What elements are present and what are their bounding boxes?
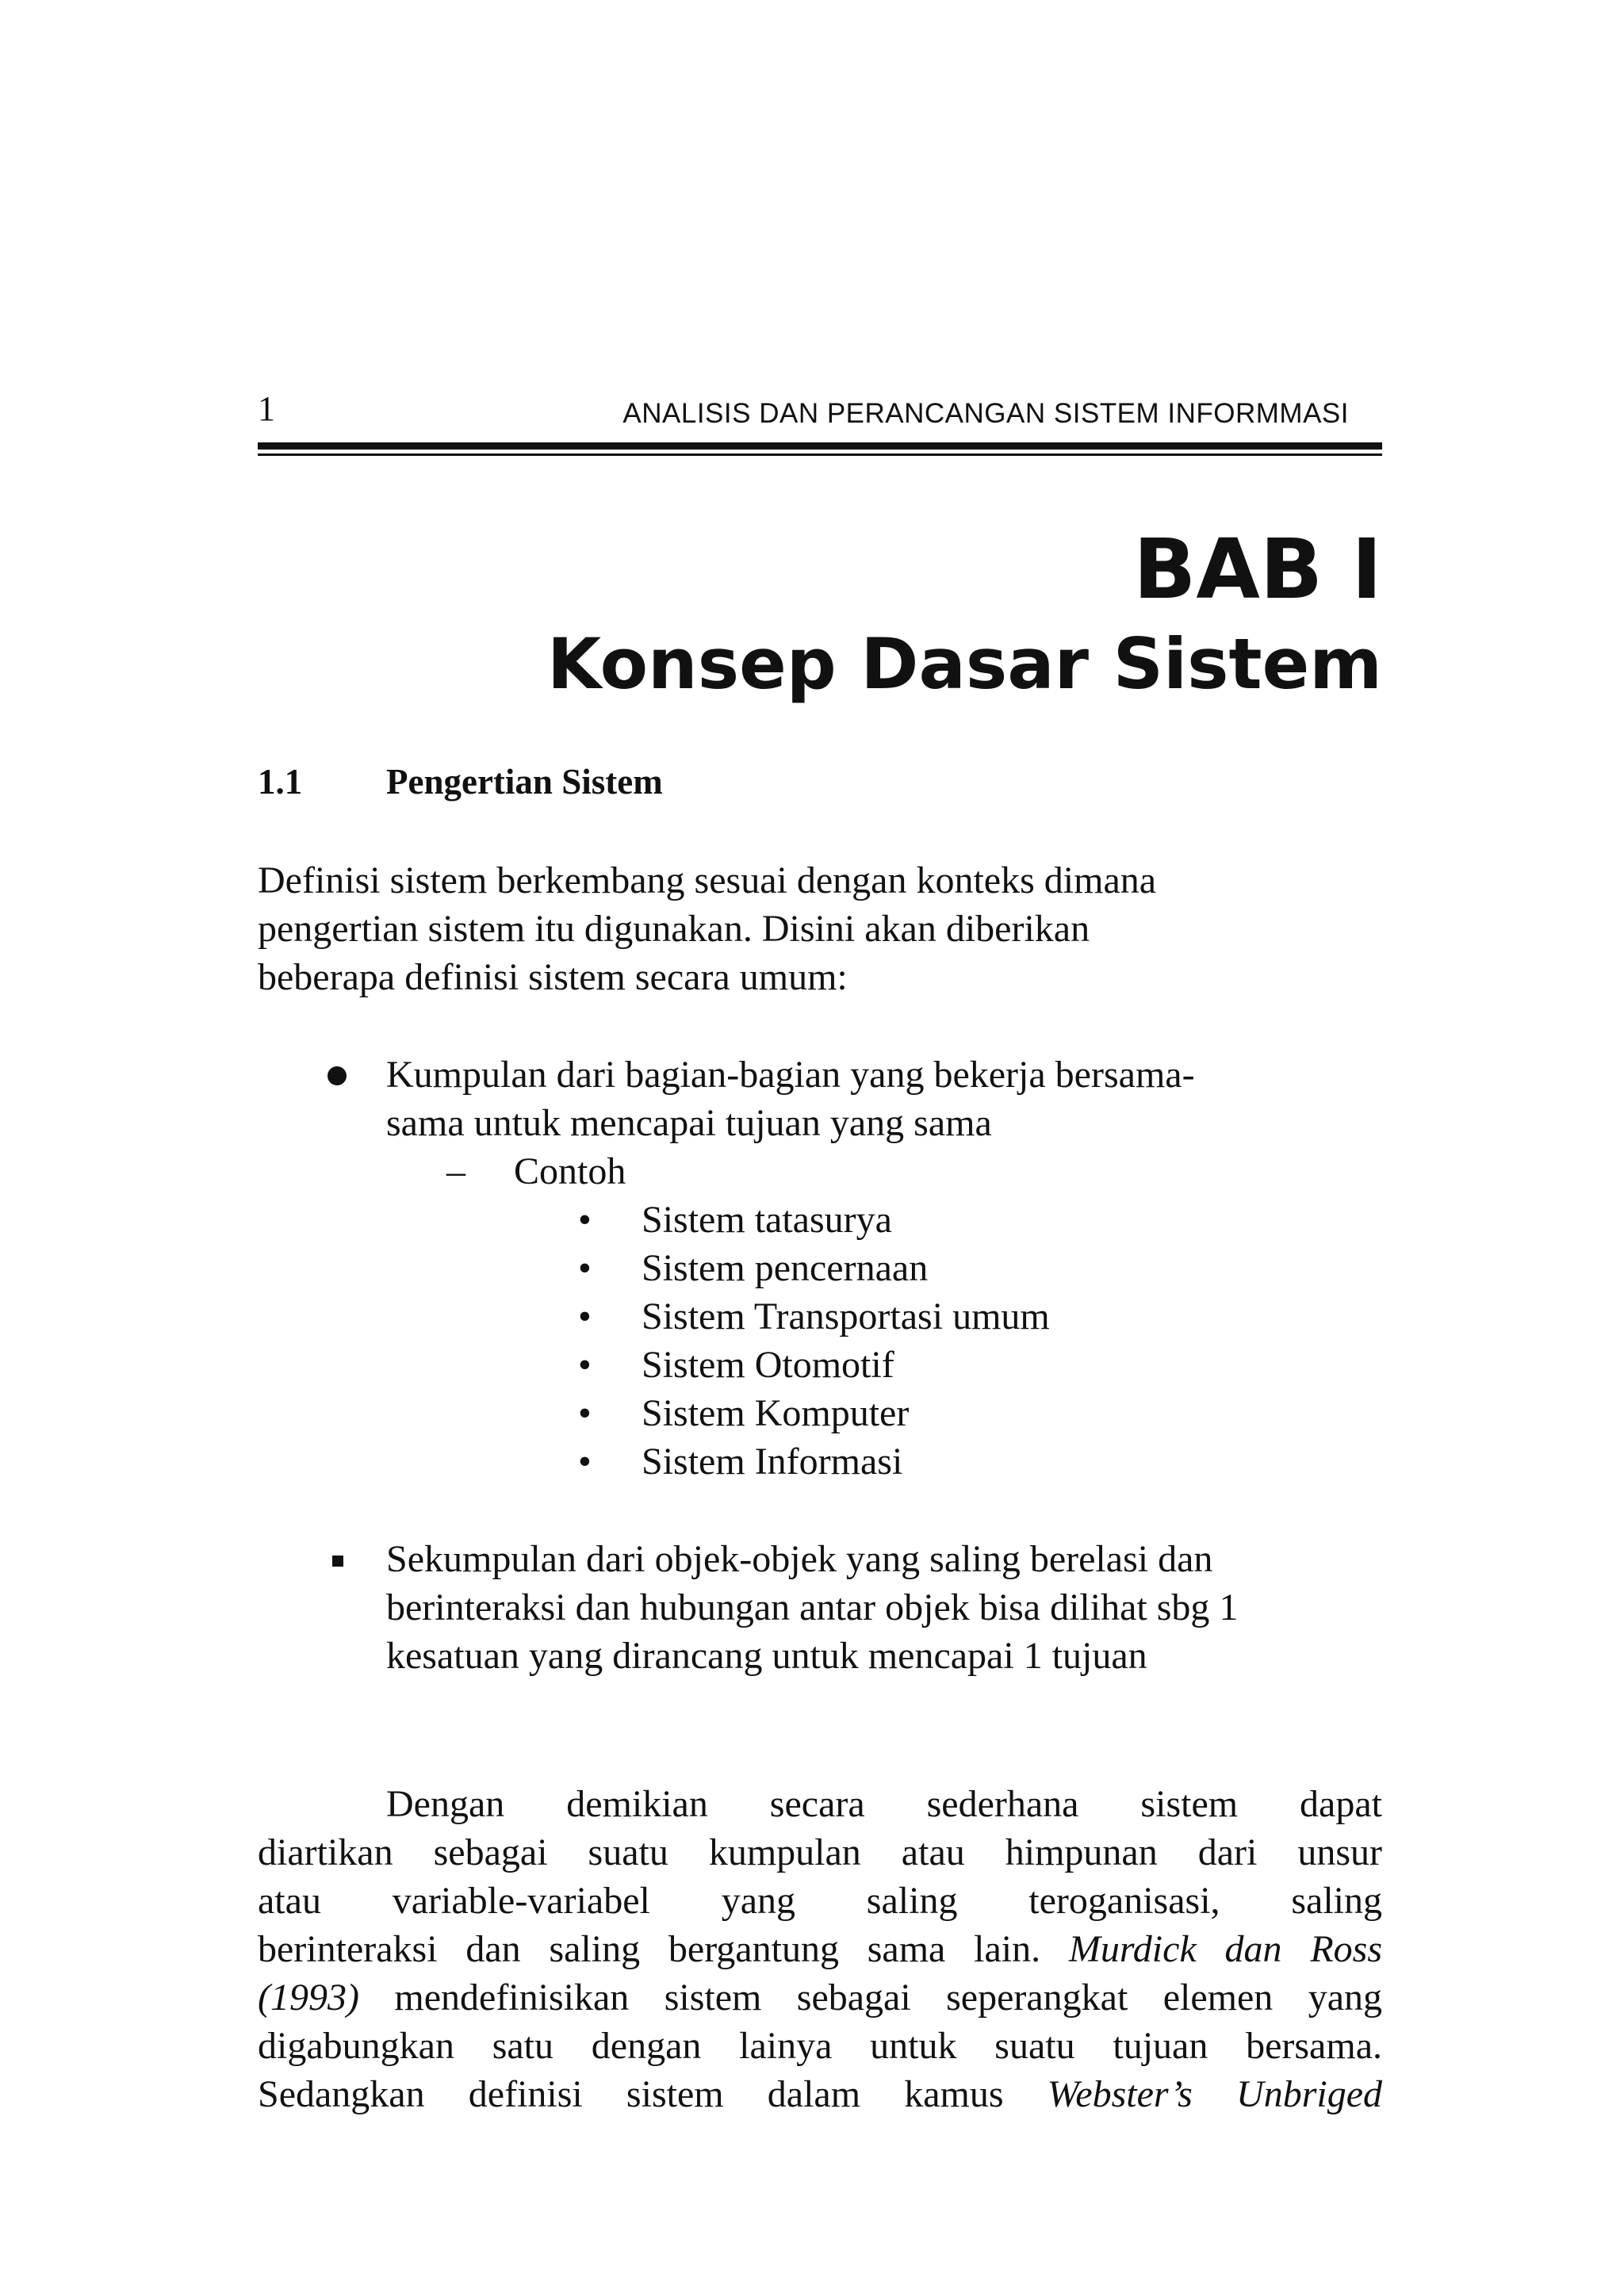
paragraph-line bbox=[258, 1973, 1382, 2022]
running-title: ANALISIS DAN PERANCANGAN SISTEM INFORMMASI bbox=[622, 398, 1349, 429]
list-item bbox=[258, 1292, 1382, 1341]
list-item bbox=[258, 1244, 1382, 1292]
bullet-icon: • bbox=[578, 1247, 592, 1289]
running-header bbox=[258, 387, 1382, 434]
bullet-icon: • bbox=[578, 1199, 592, 1241]
definition-text bbox=[386, 1535, 1238, 1680]
chapter-title: Konsep Dasar Sistem bbox=[546, 623, 1382, 705]
closing-paragraph bbox=[258, 1780, 1382, 2118]
intro-line: pengertian sistem itu digunakan. Disini akan diberikan bbox=[258, 908, 1090, 950]
list-item bbox=[258, 1437, 1382, 1486]
header-rule-thick bbox=[258, 442, 1382, 450]
dictionary-title: Webster’s Unbriged bbox=[1047, 2073, 1383, 2115]
example-list bbox=[258, 1196, 1382, 1486]
bullet-icon: • bbox=[578, 1344, 592, 1386]
example-label: Sistem pencernaan bbox=[642, 1247, 929, 1289]
section-title: Pengertian Sistem bbox=[386, 762, 663, 802]
definition-line: Sekumpulan dari objek-objek yang saling berelasi dan bbox=[386, 1538, 1213, 1580]
paragraph-text: berinteraksi dan saling bergantung sama lain. bbox=[258, 1928, 1041, 1970]
round-bullet-icon bbox=[327, 1066, 347, 1085]
intro-line: beberapa definisi sistem secara umum: bbox=[258, 956, 848, 998]
section-heading bbox=[258, 757, 663, 806]
paragraph-line bbox=[258, 1925, 1382, 1973]
example-heading bbox=[258, 1147, 1382, 1196]
example-label: Sistem Informasi bbox=[642, 1441, 903, 1483]
example-label: Sistem tatasurya bbox=[642, 1199, 892, 1241]
paragraph-line: diartikan sebagai suatu kumpulan atau himpunan dari unsur bbox=[258, 1831, 1382, 1873]
definition-item bbox=[258, 1050, 1382, 1147]
definition-line: sama untuk mencapai tujuan yang sama bbox=[386, 1102, 992, 1144]
dash-marker: – bbox=[446, 1150, 465, 1192]
list-item bbox=[258, 1341, 1382, 1389]
example-heading-label: Contoh bbox=[514, 1150, 626, 1192]
definition-line: Kumpulan dari bagian-bagian yang bekerja bersama- bbox=[386, 1054, 1195, 1096]
document-page bbox=[258, 0, 1382, 2296]
intro-line: Definisi sistem berkembang sesuai dengan konteks dimana bbox=[258, 859, 1157, 901]
example-label: Sistem Transportasi umum bbox=[642, 1295, 1050, 1337]
list-item bbox=[258, 1196, 1382, 1244]
intro-paragraph bbox=[258, 856, 1382, 1001]
definition-item bbox=[258, 1535, 1382, 1680]
example-label: Sistem Komputer bbox=[642, 1392, 910, 1434]
bullet-icon: • bbox=[578, 1441, 592, 1483]
paragraph-text: mendefinisikan sistem sebagai seperangkat elemen yang bbox=[394, 1976, 1382, 2019]
paragraph-line: Dengan demikian secara sederhana sistem dapat bbox=[386, 1783, 1382, 1825]
definition-line: berinteraksi dan hubungan antar objek bisa dilihat sbg 1 bbox=[386, 1586, 1239, 1628]
bullet-icon: • bbox=[578, 1295, 592, 1337]
definition-text bbox=[386, 1050, 1195, 1147]
header-rule-thin bbox=[258, 453, 1382, 456]
square-bullet-icon bbox=[332, 1556, 343, 1567]
paragraph-line: digabungkan satu dengan lainya untuk suatu tujuan bersama. bbox=[258, 2025, 1382, 2067]
definition-line: kesatuan yang dirancang untuk mencapai 1 tujuan bbox=[386, 1635, 1147, 1677]
section-number: 1.1 bbox=[258, 762, 303, 802]
paragraph-line bbox=[258, 2070, 1382, 2118]
page-number: 1 bbox=[258, 389, 275, 428]
list-item bbox=[258, 1389, 1382, 1437]
paragraph-text: Sedangkan definisi sistem dalam kamus bbox=[258, 2073, 1004, 2115]
bullet-icon: • bbox=[578, 1392, 592, 1434]
citation-author: Murdick dan Ross bbox=[1068, 1928, 1382, 1970]
chapter-label: BAB I bbox=[1133, 521, 1382, 618]
example-label: Sistem Otomotif bbox=[642, 1344, 894, 1386]
paragraph-line: atau variable-variabel yang saling teroganisasi, saling bbox=[258, 1880, 1382, 1922]
citation-year: (1993) bbox=[258, 1976, 359, 2019]
